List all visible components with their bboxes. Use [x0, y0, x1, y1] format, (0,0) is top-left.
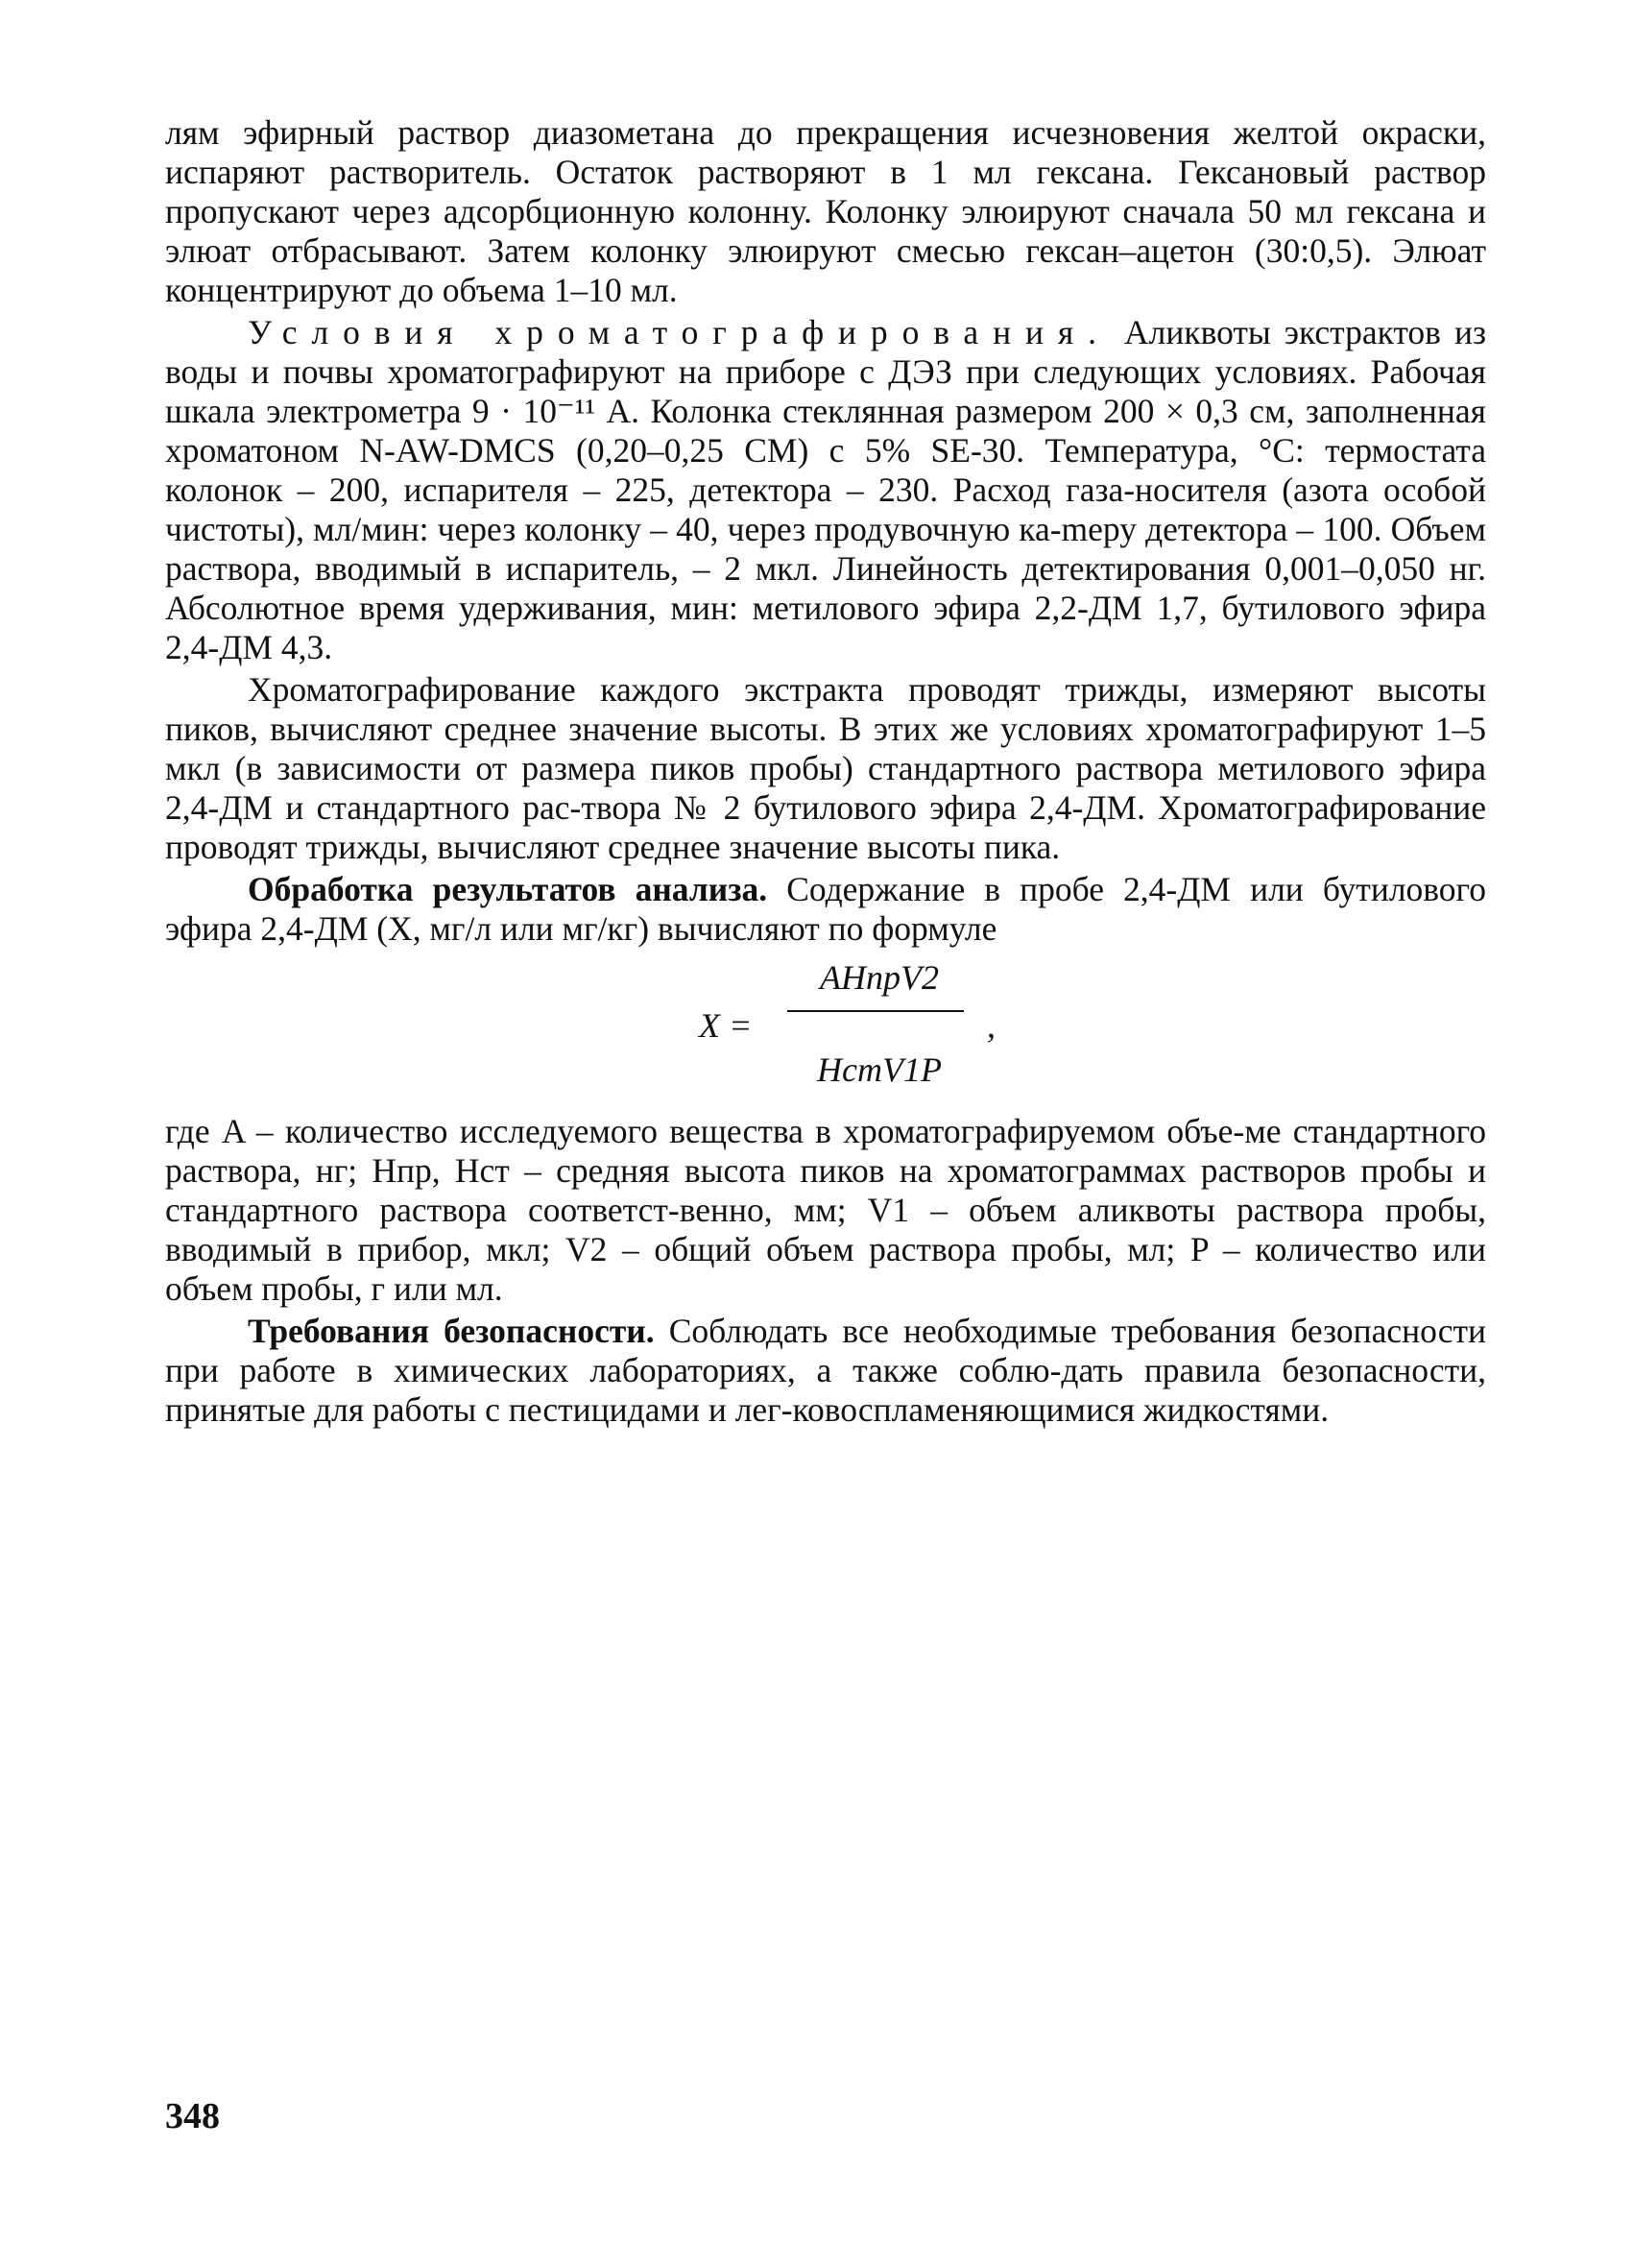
paragraph-safety-requirements [165, 1312, 1486, 1430]
section-heading-conditions: Условия хроматографирования. [248, 313, 1111, 351]
formula-lhs: X = [699, 1006, 753, 1045]
paragraph-chromatography-procedure: Хроматографирование каждого экстракта проводят трижды, измеряют высоты пиков, вычисляют среднее значение высоты. В этих же условиях хроматографируют 1–5 мкл (в зависимости от размера пиков пробы) стандартного раствора метилового эфира 2,4-ДМ и стандартного рас-твора № 2 бутилового эфира 2,4-ДМ. Хроматографирование проводят трижды, вычисляют среднее значение высоты пика. [165, 670, 1486, 866]
paragraph-chromatography-conditions [165, 313, 1486, 667]
section-heading-results: Обработка результатов анализа. [248, 870, 768, 908]
paragraph-elution: лям эфирный раствор диазометана до прекращения исчезновения желтой окраски, испаряют растворитель. Остаток растворяют в 1 мл гексана. Гексановый раствор пропускают через адсорбционную колонну. Колонку элюируют сначала 50 мл гексана и элюат отбрасывают. Затем колонку элюируют смесью гексан–ацетон (30:0,5). Элюат концентрируют до объема 1–10 мл. [165, 113, 1486, 309]
formula-comma: , [987, 1006, 996, 1045]
formula-numerator: AHпрV2 [820, 958, 939, 997]
formula-denominator: HстV1P [817, 1050, 942, 1089]
results-text: Содержание в пробе 2,4-ДМ или бутилового эфира 2,4-ДМ (X, мг/л или мг/кг) вычисляют по формуле [165, 870, 1486, 948]
paragraph-results-processing [165, 870, 1486, 949]
safety-text: Соблюдать все необходимые требования безопасности при работе в химических лабораториях, а также соблю-дать правила безопасности, принятые для работы с пестицидами и лег-ковоспламеняющимися жидкостями. [165, 1312, 1486, 1429]
paragraph-variable-definitions: где A – количество исследуемого вещества в хроматографируемом объе-ме стандартного раствора, нг; Hпр, Hст – средняя высота пиков на хроматограммах растворов пробы и стандартного раствора соответст-венно, мм; V1 – объем аликвоты раствора пробы, вводимый в прибор, мкл; V2 – общий объем раствора пробы, мл; P – количество или объем пробы, г или мл. [165, 1112, 1486, 1308]
document-body [165, 113, 1486, 1430]
section-heading-safety: Требования безопасности. [248, 1312, 655, 1350]
conditions-text: Аликвоты экстрактов из воды и почвы хроматографируют на приборе с ДЭЗ при следующих условиях. Рабочая шкала электрометра 9 · 10⁻¹¹ А. Колонка стеклянная размером 200 × 0,3 см, заполненная хроматоном N-AW-DMCS (0,20–0,25 СМ) с 5% SE-30. Температура, °С: термостата колонок – 200, испарителя – 225, детектора – 230. Расход газа-носителя (азота особой чистоты), мл/мин: через колонку – 40, через продувочную ка-mеру детектора – 100. Объем раствора, вводимый в испаритель, – 2 мкл. Линейность детектирования 0,001–0,050 нг. Абсолютное время удерживания, мин: метилового эфира 2,2-ДМ 1,7, бутилового эфира 2,4-ДМ 4,3. [165, 313, 1486, 666]
page-number: 348 [165, 2096, 220, 2136]
formula [165, 953, 1486, 1106]
formula-fraction-line [787, 1010, 964, 1012]
